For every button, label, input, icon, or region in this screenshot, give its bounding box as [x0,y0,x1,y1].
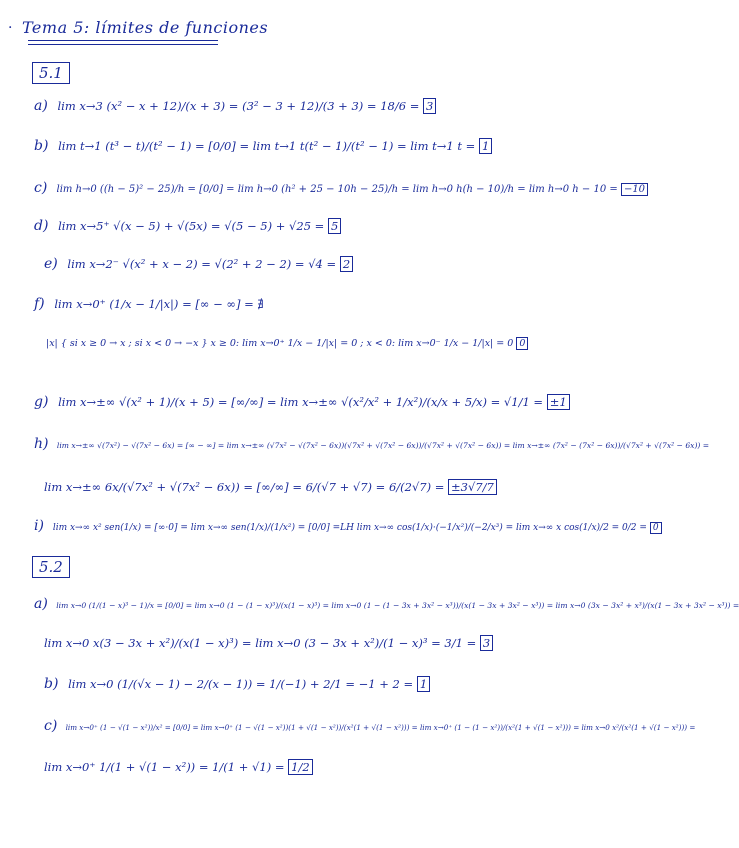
expression: lim x→0⁺ (1/x − 1/|x|) = [∞ − ∞] = ∄ [54,297,264,311]
answer-box: 3 [480,635,493,651]
item-label: h) [34,436,49,452]
exercise-line [34,518,662,534]
answer-box: ±1 [547,394,570,410]
exercise-line [44,256,353,272]
expression: lim x→0⁺ 1/(1 + √(1 − x²)) = 1/(1 + √1) = [44,760,285,774]
answer-box: 1 [479,138,492,154]
exercise-line [44,676,430,692]
exercise-line [44,480,497,494]
expression: lim x→3 (x² − x + 12)/(x + 3) = (3² − 3 + 12)/(3 + 3) = 18/6 = [57,99,420,113]
item-label: g) [34,394,49,410]
answer-box: 0 [650,522,662,534]
exercise-line [34,138,492,154]
section-label: 5.2 [32,556,70,578]
exercise-line [34,218,341,234]
expression: lim x→∞ x² sen(1/x) = [∞·0] = lim x→∞ sen(1/x)/(1/x²) = [0/0] =LH lim x→∞ cos(1/x)·(−1/x²)/(−2/x³) = lim x→∞ x cos(1/x)/2 = 0/2 = [52,523,647,533]
item-label: c) [34,180,48,196]
item-label: a) [34,98,48,114]
expression: lim x→0 x(3 − 3x + x²)/(x(1 − x)³) = lim x→0 (3 − 3x + x²)/(1 − x)³ = 3/1 = [44,636,477,650]
item-label: d) [34,218,49,234]
item-label: b) [44,676,59,692]
answer-box: 0 [516,337,528,350]
expression: lim x→2⁻ √(x² + x − 2) = √(2² + 2 − 2) = √4 = [67,257,337,271]
expression: lim x→±∞ √(7x²) − √(7x² − 6x) = [∞ − ∞] = lim x→±∞ (√7x² − √(7x² − 6x))(√7x² + √(7x² − 6x))/(√7x² + √(7x² − 6x)) = lim x→±∞ (7x² − (7x² − 6x))/(√7x² + √(7x² − 6x)) = [56,441,710,450]
exercise-line [34,180,648,196]
exercise-line [34,296,264,312]
section-label: 5.1 [32,62,70,84]
expression: lim t→1 (t³ − t)/(t² − 1) = [0/0] = lim t→1 t(t² − 1)/(t² − 1) = lim t→1 t = [58,139,476,153]
bullet-mark: · [8,20,13,36]
expression: lim x→5⁺ √(x − 5) + √(5x) = √(5 − 5) + √25 = [58,219,325,233]
answer-box: 3 [423,98,436,114]
expression: |x| { si x ≥ 0 → x ; si x < 0 → −x } x ≥ 0: lim x→0⁺ 1/x − 1/|x| = 0 ; x < 0: lim x→0⁻ 1/x − 1/|x| = 0 [46,338,514,349]
page-title: Tema 5: límites de funciones [22,18,269,37]
expression: lim x→0 (1/(1 − x)³ − 1)/x = [0/0] = lim x→0 (1 − (1 − x)³)/(x(1 − x)³) = lim x→0 (1 − (1 − 3x + 3x² − x³))/(x(1 − 3x + 3x² − x³)) = lim x→0 (3x − 3x² + x³)/(x(1 − 3x + 3x² − x³)) = [56,601,739,610]
expression: lim x→±∞ 6x/(√7x² + √(7x² − 6x)) = [∞/∞] = 6/(√7 + √7) = 6/(2√7) = [44,480,445,494]
title-underline [28,40,218,41]
answer-box: 5 [328,218,341,234]
exercise-line [34,436,709,452]
answer-box: ±3√7/7 [448,479,497,495]
exercise-line [34,596,739,612]
expression: lim h→0 ((h − 5)² − 25)/h = [0/0] = lim h→0 (h² + 25 − 10h − 25)/h = lim h→0 h(h − 10)/h = lim h→0 h − 10 = [56,184,618,195]
title-underline [28,44,218,45]
item-label: e) [44,256,58,272]
expression: lim x→0⁺ (1 − √(1 − x²))/x² = [0/0] = lim x→0⁺ (1 − √(1 − x²))(1 + √(1 − x²))/(x²(1 + √(1 − x²))) = lim x→0⁺ (1 − (1 − x²))/(x²(1 + √(1 − x²))) = lim x→0 x²/(x²(1 + √(1 − x²))) = [65,723,696,732]
exercise-line [44,718,695,734]
answer-box: 2 [340,256,353,272]
exercise-line [44,636,493,650]
item-label: i) [34,518,44,534]
expression: lim x→±∞ √(x² + 1)/(x + 5) = [∞/∞] = lim x→±∞ √(x²/x² + 1/x²)/(x/x + 5/x) = √1/1 = [58,395,544,409]
item-label: a) [34,596,48,612]
exercise-line [34,394,570,410]
exercise-line [46,338,528,349]
answer-box: 1 [417,676,430,692]
answer-box: 1/2 [288,759,313,775]
expression: lim x→0 (1/(√x − 1) − 2/(x − 1)) = 1/(−1) + 2/1 = −1 + 2 = [68,677,414,691]
item-label: c) [44,718,58,734]
exercise-line [34,98,436,114]
item-label: f) [34,296,45,312]
answer-box: −10 [621,183,648,196]
exercise-line [44,760,313,774]
item-label: b) [34,138,49,154]
